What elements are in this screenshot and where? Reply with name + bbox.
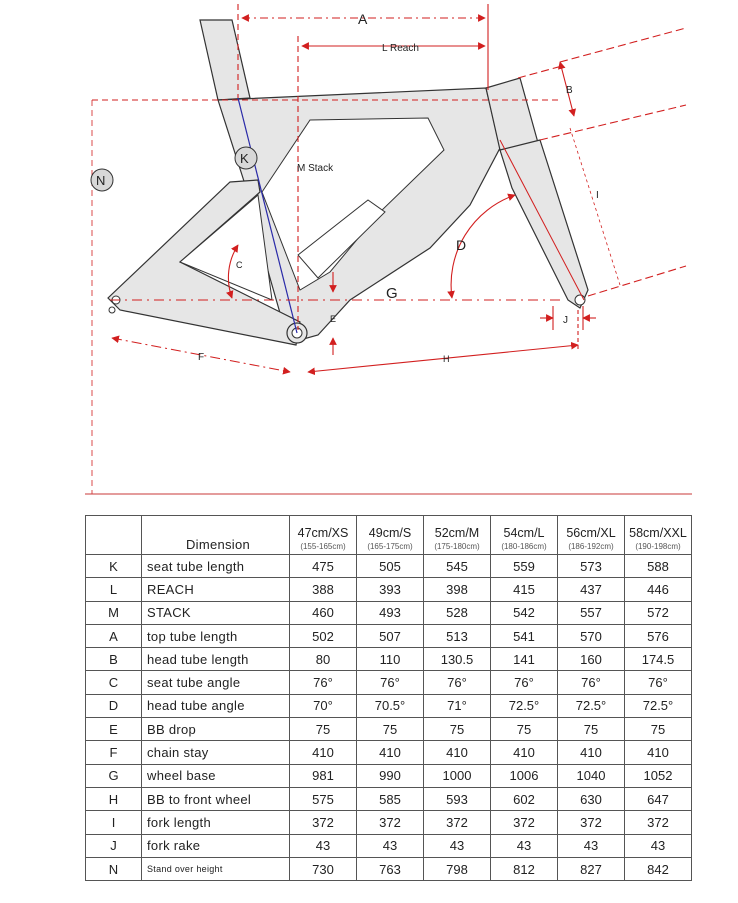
row-value: 70° (290, 694, 357, 717)
row-value: 75 (357, 718, 424, 741)
row-code: D (86, 694, 142, 717)
row-value: 43 (424, 834, 491, 857)
header-size-m: 52cm/M (175-180cm) (424, 516, 491, 555)
row-value: 475 (290, 555, 357, 578)
row-value: 393 (357, 578, 424, 601)
label-G: G (386, 285, 398, 302)
row-value: 75 (424, 718, 491, 741)
row-value: 505 (357, 555, 424, 578)
label-H: H (443, 354, 450, 364)
row-value: 1052 (625, 764, 692, 787)
row-value: 593 (424, 787, 491, 810)
row-value: 75 (491, 718, 558, 741)
bike-frame (108, 20, 588, 345)
row-code: J (86, 834, 142, 857)
label-J: J (563, 315, 568, 326)
table-row (86, 834, 692, 857)
row-value: 576 (625, 624, 692, 647)
row-value: 415 (491, 578, 558, 601)
row-label: fork length (142, 811, 290, 834)
row-value: 842 (625, 857, 692, 880)
table-row (86, 811, 692, 834)
row-value: 174.5 (625, 648, 692, 671)
row-code: K (86, 555, 142, 578)
row-value: 990 (357, 764, 424, 787)
row-value: 763 (357, 857, 424, 880)
row-value: 446 (625, 578, 692, 601)
row-value: 43 (625, 834, 692, 857)
table-header-row (86, 516, 692, 555)
row-value: 1040 (558, 764, 625, 787)
row-value: 372 (491, 811, 558, 834)
row-value: 76° (424, 671, 491, 694)
row-value: 43 (558, 834, 625, 857)
row-code: E (86, 718, 142, 741)
row-value: 981 (290, 764, 357, 787)
row-value: 76° (558, 671, 625, 694)
row-value: 798 (424, 857, 491, 880)
table-row (86, 857, 692, 880)
row-value: 602 (491, 787, 558, 810)
row-value: 588 (625, 555, 692, 578)
table-row (86, 648, 692, 671)
row-value: 110 (357, 648, 424, 671)
table-row (86, 601, 692, 624)
row-value: 72.5° (625, 694, 692, 717)
row-value: 513 (424, 624, 491, 647)
row-code: G (86, 764, 142, 787)
row-value: 507 (357, 624, 424, 647)
row-label: Stand over height (142, 857, 290, 880)
row-label: STACK (142, 601, 290, 624)
row-code: F (86, 741, 142, 764)
row-value: 372 (290, 811, 357, 834)
header-size-l: 54cm/L (180-186cm) (491, 516, 558, 555)
table-row (86, 718, 692, 741)
row-value: 410 (424, 741, 491, 764)
row-value: 545 (424, 555, 491, 578)
table-row (86, 555, 692, 578)
row-value: 541 (491, 624, 558, 647)
row-value: 75 (625, 718, 692, 741)
row-label: wheel base (142, 764, 290, 787)
row-value: 72.5° (491, 694, 558, 717)
row-value: 542 (491, 601, 558, 624)
row-value: 72.5° (558, 694, 625, 717)
row-value: 575 (290, 787, 357, 810)
header-dimension: Dimension (142, 516, 290, 555)
row-code: A (86, 624, 142, 647)
row-value: 43 (491, 834, 558, 857)
label-K: K (240, 151, 249, 166)
row-value: 557 (558, 601, 625, 624)
row-value: 502 (290, 624, 357, 647)
row-value: 1006 (491, 764, 558, 787)
label-A: A (358, 11, 368, 27)
row-value: 559 (491, 555, 558, 578)
row-code: B (86, 648, 142, 671)
row-value: 812 (491, 857, 558, 880)
row-label: chain stay (142, 741, 290, 764)
row-value: 141 (491, 648, 558, 671)
row-value: 76° (625, 671, 692, 694)
row-label: head tube angle (142, 694, 290, 717)
row-label: BB to front wheel (142, 787, 290, 810)
row-label: BB drop (142, 718, 290, 741)
row-value: 70.5° (357, 694, 424, 717)
table-row (86, 764, 692, 787)
row-value: 730 (290, 857, 357, 880)
header-size-xs: 47cm/XS (155-165cm) (290, 516, 357, 555)
row-value: 71° (424, 694, 491, 717)
row-value: 647 (625, 787, 692, 810)
row-value: 76° (491, 671, 558, 694)
header-code-cell (86, 516, 142, 555)
row-value: 388 (290, 578, 357, 601)
label-B: B (566, 85, 573, 96)
row-value: 573 (558, 555, 625, 578)
row-value: 372 (424, 811, 491, 834)
row-value: 493 (357, 601, 424, 624)
header-size-s: 49cm/S (165-175cm) (357, 516, 424, 555)
row-value: 827 (558, 857, 625, 880)
row-value: 398 (424, 578, 491, 601)
row-label: fork rake (142, 834, 290, 857)
row-value: 372 (625, 811, 692, 834)
label-L-reach: L Reach (382, 43, 419, 54)
row-value: 410 (290, 741, 357, 764)
row-value: 80 (290, 648, 357, 671)
header-size-xl: 56cm/XL (186-192cm) (558, 516, 625, 555)
row-code: L (86, 578, 142, 601)
row-value: 410 (491, 741, 558, 764)
row-code: M (86, 601, 142, 624)
table-row (86, 671, 692, 694)
row-value: 585 (357, 787, 424, 810)
row-label: seat tube length (142, 555, 290, 578)
label-D: D (456, 237, 467, 253)
table-row (86, 694, 692, 717)
row-value: 437 (558, 578, 625, 601)
label-M-stack: M Stack (297, 163, 334, 174)
row-label: head tube length (142, 648, 290, 671)
row-value: 1000 (424, 764, 491, 787)
label-F: F (198, 352, 205, 363)
row-value: 43 (290, 834, 357, 857)
geometry-table (85, 515, 692, 881)
row-value: 75 (290, 718, 357, 741)
row-value: 372 (558, 811, 625, 834)
row-value: 410 (357, 741, 424, 764)
row-value: 410 (625, 741, 692, 764)
row-label: REACH (142, 578, 290, 601)
row-value: 410 (558, 741, 625, 764)
table-row (86, 787, 692, 810)
row-code: C (86, 671, 142, 694)
row-value: 160 (558, 648, 625, 671)
header-size-xxl: 58cm/XXL (190-198cm) (625, 516, 692, 555)
row-value: 460 (290, 601, 357, 624)
label-E: E (330, 314, 337, 324)
row-label: top tube length (142, 624, 290, 647)
row-value: 130.5 (424, 648, 491, 671)
row-label: seat tube angle (142, 671, 290, 694)
row-value: 76° (357, 671, 424, 694)
row-code: H (86, 787, 142, 810)
row-code: N (86, 857, 142, 880)
label-I: I (596, 190, 599, 201)
row-value: 43 (357, 834, 424, 857)
row-value: 372 (357, 811, 424, 834)
row-value: 572 (625, 601, 692, 624)
row-value: 630 (558, 787, 625, 810)
label-N: N (96, 173, 106, 188)
label-C: C (236, 260, 243, 270)
row-value: 528 (424, 601, 491, 624)
row-code: I (86, 811, 142, 834)
table-row (86, 624, 692, 647)
row-value: 570 (558, 624, 625, 647)
table-row (86, 578, 692, 601)
table-row (86, 741, 692, 764)
row-value: 75 (558, 718, 625, 741)
row-value: 76° (290, 671, 357, 694)
